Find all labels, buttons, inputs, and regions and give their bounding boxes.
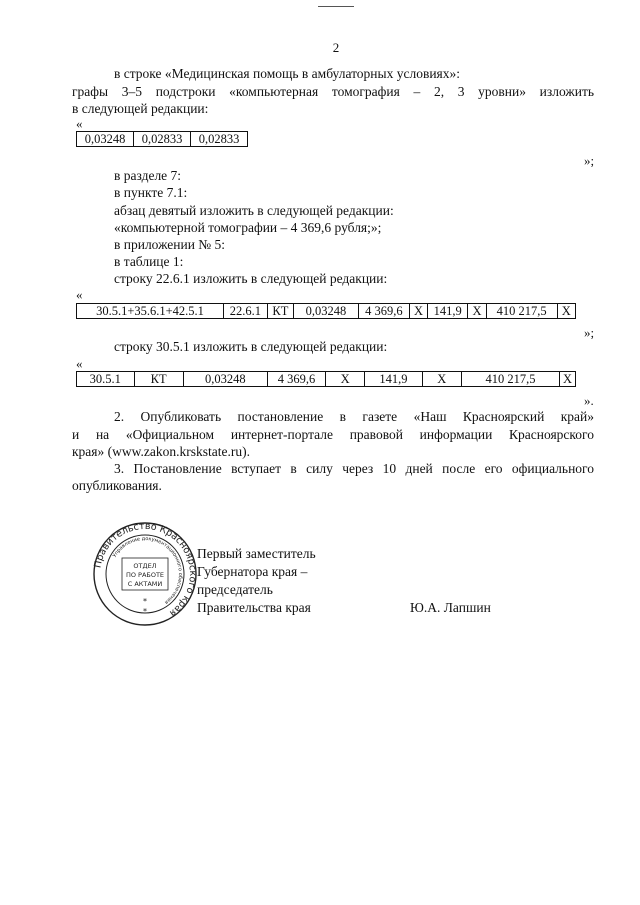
table-cell: Х	[557, 304, 575, 319]
text-line: в следующей редакции:	[72, 101, 209, 116]
text-line: 2. Опубликовать постановление в газете «Наш Красноярский край»	[114, 409, 594, 424]
text-line: в таблице 1:	[114, 254, 184, 269]
text-line: в приложении № 5:	[114, 237, 226, 252]
close-quote: ».	[584, 393, 594, 408]
stamp-star-icon: *	[143, 607, 147, 616]
table-row	[77, 304, 576, 319]
top-rule	[318, 6, 354, 7]
table-cell: 0,03248	[77, 132, 134, 147]
table-row-22-6-1	[76, 303, 576, 319]
signatory-title-line: Губернатора края –	[197, 564, 308, 579]
text-line: 3. Постановление вступает в силу через 10 дней после его официального	[114, 461, 594, 476]
table-cell: 410 217,5	[461, 372, 559, 387]
signatory-title-line: Первый заместитель	[197, 546, 316, 561]
table-row	[77, 372, 576, 387]
text-line: в разделе 7:	[114, 168, 182, 183]
official-stamp	[92, 520, 198, 628]
stamp-center-line: ОТДЕЛ	[133, 562, 157, 570]
table-cell: КТ	[267, 304, 293, 319]
table-cell: Х	[468, 304, 486, 319]
text-line: строку 22.6.1 изложить в следующей редакции:	[114, 271, 388, 286]
table-cell: 22.6.1	[224, 304, 268, 319]
table-cell: 410 217,5	[486, 304, 557, 319]
table-grafy	[76, 131, 248, 147]
table-cell: Х	[325, 372, 364, 387]
open-quote: «	[76, 116, 83, 131]
stamp-inner-text: Управление документационного обеспечения	[111, 535, 184, 606]
table-cell: 4 369,6	[267, 372, 325, 387]
table-cell: 141,9	[428, 304, 468, 319]
open-quote: «	[76, 356, 83, 371]
text-line: и на «Официальном интернет-портале правовой информации Красноярского	[72, 427, 594, 442]
close-quote: »;	[584, 153, 595, 168]
text-line: в строке «Медицинская помощь в амбулаторных условиях»:	[114, 66, 461, 81]
close-quote: »;	[584, 325, 595, 340]
table-cell: Х	[559, 372, 575, 387]
table-cell: 0,03248	[293, 304, 358, 319]
text-line: графы 3–5 подстроки «компьютерная томография – 2, 3 уровни» изложить	[72, 84, 594, 99]
table-cell: 4 369,6	[358, 304, 409, 319]
text-line: края» (www.zakon.krskstate.ru).	[72, 444, 250, 459]
table-cell: 0,03248	[183, 372, 267, 387]
text-line: строку 30.5.1 изложить в следующей редакции:	[114, 339, 388, 354]
table-cell: 0,02833	[134, 132, 191, 147]
stamp-star-icon: *	[143, 597, 147, 606]
text-line: опубликования.	[72, 478, 162, 493]
table-cell: 30.5.1+35.6.1+42.5.1	[77, 304, 224, 319]
table-cell: 141,9	[365, 372, 422, 387]
table-row	[77, 132, 248, 147]
text-line: «компьютерной томографии – 4 369,6 рубля;»;	[114, 220, 382, 235]
table-cell: 30.5.1	[77, 372, 135, 387]
stamp-outer-text: Правительство Красноярского края	[92, 520, 198, 619]
stamp-center-line: ПО РАБОТЕ	[125, 571, 165, 579]
table-row-30-5-1	[76, 371, 576, 387]
table-cell: Х	[422, 372, 461, 387]
signatory-title-line: Правительства края	[197, 600, 311, 615]
open-quote: «	[76, 287, 83, 302]
table-cell: 0,02833	[191, 132, 248, 147]
text-line: в пункте 7.1:	[114, 185, 188, 200]
text-line: абзац девятый изложить в следующей редакции:	[114, 203, 394, 218]
table-cell: Х	[409, 304, 427, 319]
table-cell: КТ	[134, 372, 183, 387]
stamp-center-line: С АКТАМИ	[127, 580, 163, 588]
signatory-name: Ю.А. Лапшин	[410, 600, 491, 615]
signatory-title-line: председатель	[197, 582, 273, 597]
page-number: 2	[332, 40, 340, 55]
